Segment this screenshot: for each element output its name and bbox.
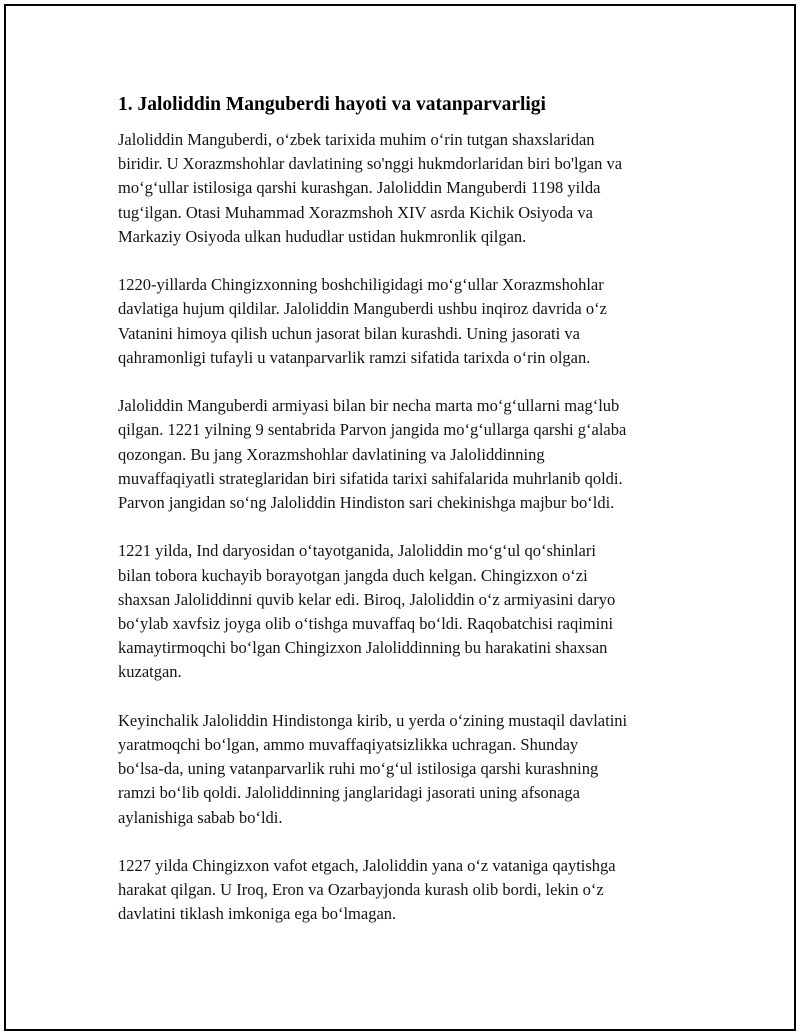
text-line: bilan tobora kuchayib borayotgan jangda duch kelgan. Chingizxon o‘zi [118, 565, 588, 585]
text-line: qozongan. Bu jang Xorazmshohlar davlatining va Jaloliddinning [118, 444, 545, 464]
text-line: muvaffaqiyatli strateglaridan biri sifatida tarixi sahifalarida muhrlanib qoldi. [118, 468, 623, 488]
paragraph-6 [118, 854, 718, 927]
text-line: Keyinchalik Jaloliddin Hindistonga kirib, u yerda o‘zining mustaqil davlatini [118, 710, 628, 730]
text-line: qilgan. 1221 yilning 9 sentabrida Parvon jangida mo‘g‘ullarga qarshi g‘alaba [118, 420, 627, 440]
document-body [118, 92, 718, 951]
paragraph-1 [118, 128, 718, 249]
text-line: biridir. U Xorazmshohlar davlatining so'nggi hukmdorlaridan biri bo'lgan va [118, 154, 623, 174]
paragraph-3 [118, 394, 718, 515]
text-line: 1227 yilda Chingizxon vafot etgach, Jaloliddin yana o‘z vataniga qaytishga [118, 856, 616, 876]
text-line: davlatini tiklash imkoniga ega bo‘lmagan. [118, 904, 397, 924]
text-line: Parvon jangidan so‘ng Jaloliddin Hindiston sari chekinishga majbur bo‘ldi. [118, 493, 615, 513]
text-line: 1220-yillarda Chingizxonning boshchiligidagi mo‘g‘ullar Xorazmshohlar [118, 275, 604, 295]
text-line: davlatiga hujum qildilar. Jaloliddin Manguberdi ushbu inqiroz davrida o‘z [118, 299, 607, 319]
text-line: harakat qilgan. U Iroq, Eron va Ozarbayjonda kurash olib bordi, lekin o‘z [118, 880, 604, 900]
text-line: Jaloliddin Manguberdi armiyasi bilan bir necha marta mo‘g‘ullarni mag‘lub [118, 396, 620, 416]
text-line: kuzatgan. [118, 662, 182, 682]
text-line: mo‘g‘ullar istilosiga qarshi kurashgan. Jaloliddin Manguberdi 1198 yilda [118, 178, 601, 198]
paragraph-2 [118, 273, 718, 370]
document-title: 1. Jaloliddin Manguberdi hayoti va vatanparvarligi [118, 94, 546, 115]
text-line: ramzi bo‘lib qoldi. Jaloliddinning janglaridagi jasorati uning afsonaga [118, 783, 580, 803]
text-line: tug‘ilgan. Otasi Muhammad Xorazmshoh XIV asrda Kichik Osiyoda va [118, 202, 593, 222]
paragraph-5 [118, 709, 718, 830]
text-line: kamaytirmoqchi bo‘lgan Chingizxon Jaloliddinning bu harakatini shaxsan [118, 638, 608, 658]
paragraph-4 [118, 539, 718, 684]
text-line: Jaloliddin Manguberdi, o‘zbek tarixida muhim o‘rin tutgan shaxslaridan [118, 130, 595, 149]
text-line: qahramonligi tufayli u vatanparvarlik ramzi sifatida tarixda o‘rin olgan. [118, 347, 591, 367]
text-line: aylanishiga sabab bo‘ldi. [118, 807, 283, 827]
text-line: 1221 yilda, Ind daryosidan o‘tayotganida, Jaloliddin mo‘g‘ul qo‘shinlari [118, 541, 596, 561]
text-line: bo‘lsa-da, uning vatanparvarlik ruhi mo‘g‘ul istilosiga qarshi kurashning [118, 759, 599, 779]
text-line: Markaziy Osiyoda ulkan hududlar ustidan hukmronlik qilgan. [118, 226, 527, 246]
text-line: bo‘ylab xavfsiz joyga olib o‘tishga muvaffaq bo‘ldi. Raqobatchisi raqimini [118, 614, 614, 634]
text-line: shaxsan Jaloliddinni quvib kelar edi. Biroq, Jaloliddin o‘z armiyasini daryo [118, 589, 616, 609]
text-line: yaratmoqchi bo‘lgan, ammo muvaffaqiyatsizlikka uchragan. Shunday [118, 735, 579, 755]
text-line: Vatanini himoya qilish uchun jasorat bilan kurashdi. Uning jasorati va [118, 323, 580, 343]
